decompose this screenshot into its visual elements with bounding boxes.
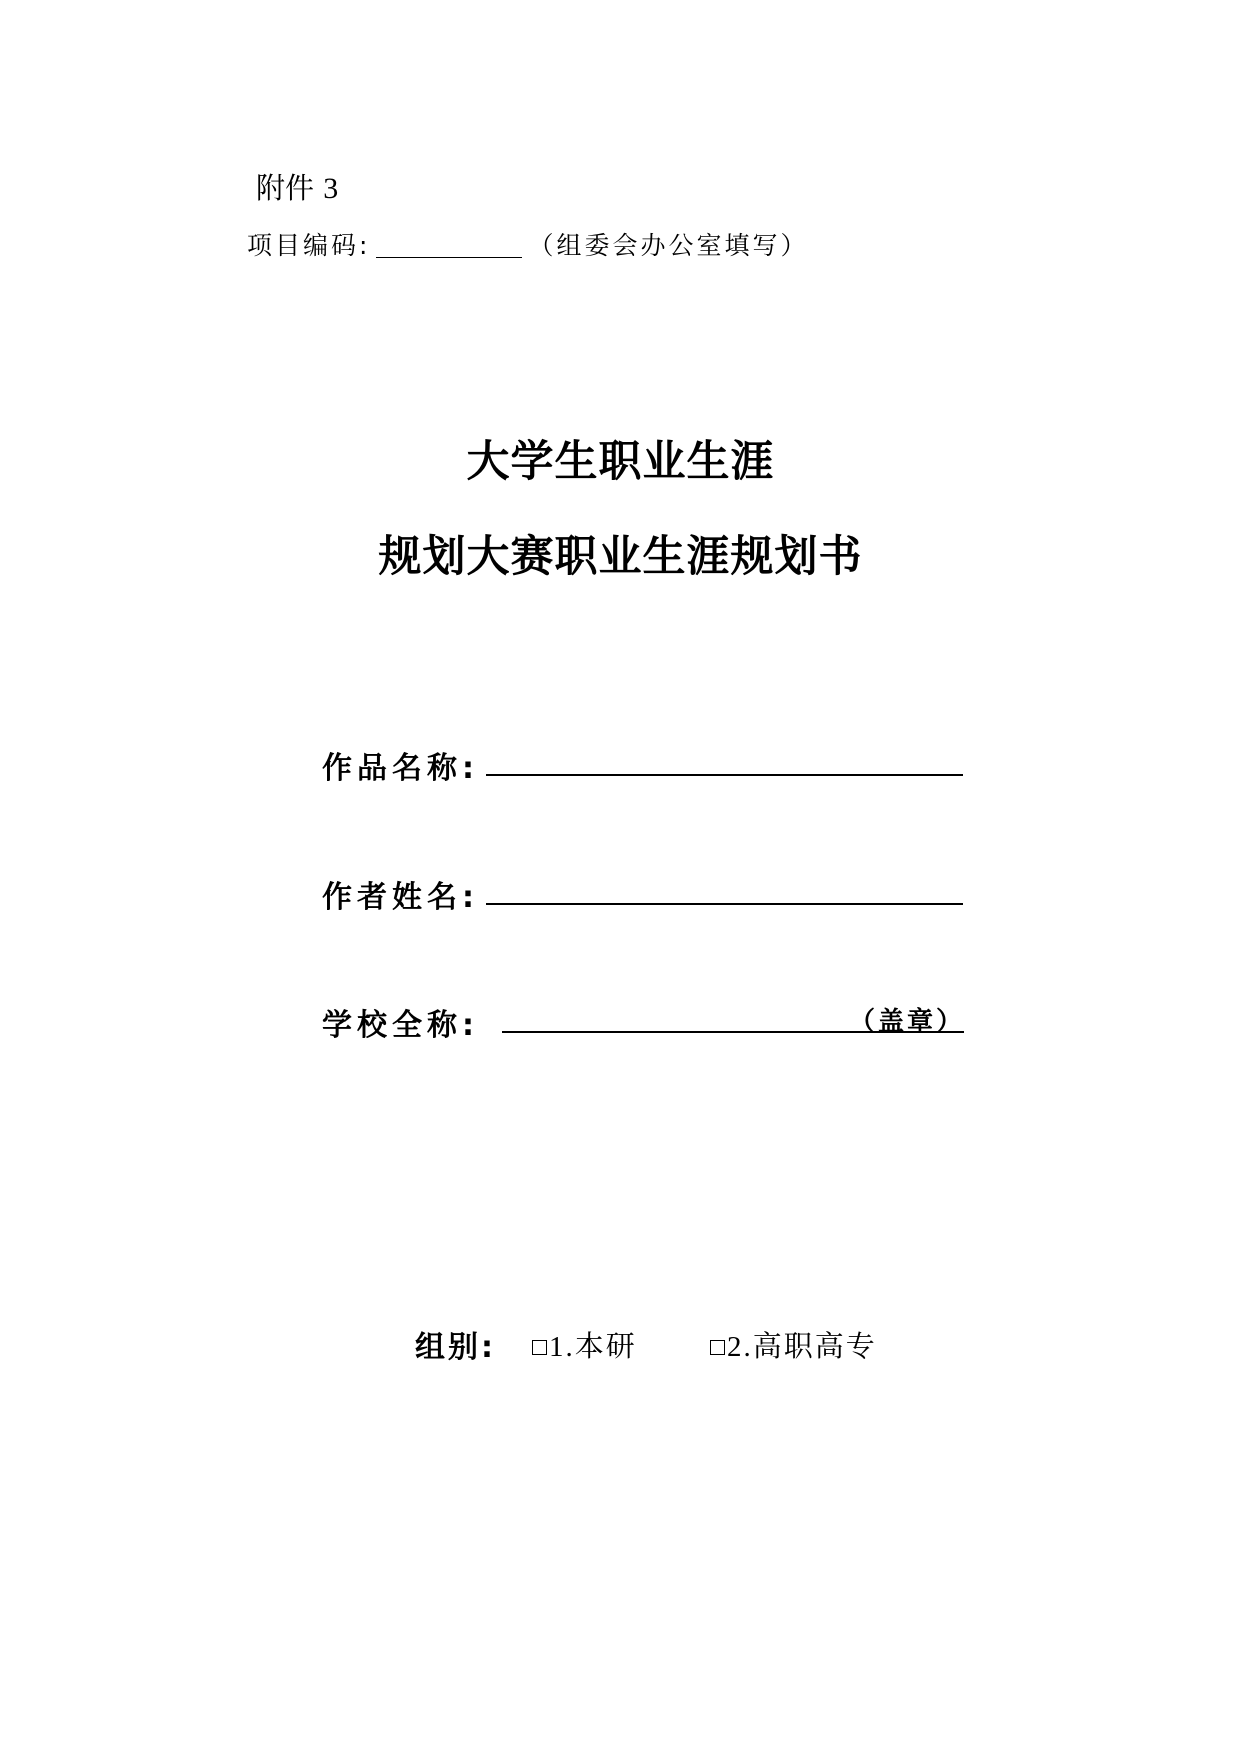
work-name-field[interactable]	[486, 774, 963, 776]
project-code-blank[interactable]	[376, 231, 522, 258]
project-code-line	[247, 226, 808, 262]
author-name-label: 作者姓名:	[322, 880, 479, 915]
group-option-undergrad[interactable]	[532, 1324, 637, 1365]
school-seal-note: （盖章）	[849, 1007, 966, 1037]
option-vocational-label: 2.高职高专	[727, 1331, 877, 1363]
group-option-vocational[interactable]	[710, 1324, 877, 1365]
author-name-field[interactable]	[486, 903, 963, 905]
document-title-line2: 规划大赛职业生涯规划书	[378, 532, 863, 582]
attachment-text: 附件	[256, 171, 315, 205]
school-name-label: 学校全称:	[322, 1008, 479, 1043]
option-undergrad-label: 1.本研	[549, 1331, 637, 1363]
checkbox-vocational[interactable]	[710, 1340, 725, 1355]
work-name-label: 作品名称:	[322, 751, 479, 786]
attachment-label	[256, 166, 338, 207]
document-title-line1: 大学生职业生涯	[466, 437, 775, 487]
project-code-note: （组委会办公室填写）	[528, 231, 809, 260]
group-label: 组别:	[415, 1330, 496, 1365]
checkbox-undergrad[interactable]	[532, 1340, 547, 1355]
project-code-label: 项目编码:	[247, 231, 371, 260]
attachment-number: 3	[323, 172, 339, 205]
